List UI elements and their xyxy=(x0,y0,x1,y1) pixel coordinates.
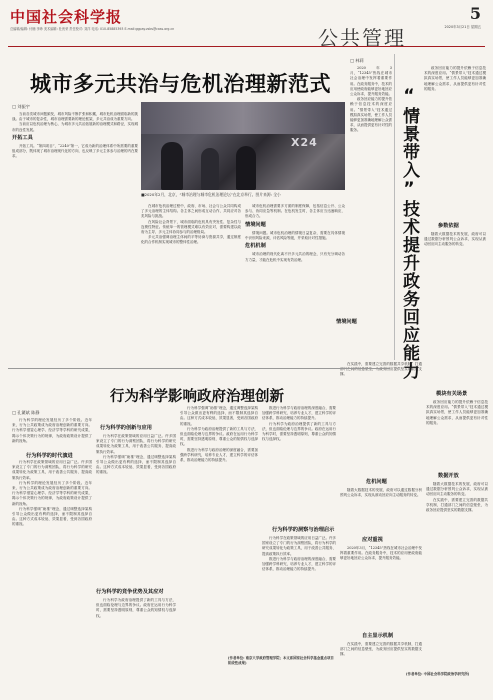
paragraph: 在风险社会背景下，城市面临的危机具有突发性、复杂性与连锁性特征。传统单一的管理模式难以有效应对，需要构建以政府为主导、多元主体协同参与的治理格局。 xyxy=(141,219,241,235)
paragraph: 当前各类城市问题频发，城市风险不断扩张和积累，城市危机治理面临新的挑战。由于城市的复杂性，城市治理需要新的理论框架，多元共治成为重要方向。 xyxy=(12,112,138,122)
article2-column-4a xyxy=(262,406,336,522)
paragraph: 政务回应能力的提升依赖于信息技术的深度应用。“情景带入”技术通过模拟真实场景，使工作人员能够更加准确地理解公众需求，从而提供更有针对性的服务。 xyxy=(426,400,488,425)
paragraph: 推进行为科学与政府治理的深度融合，需要加强跨学科研究，培养专业人才，建立科学的评估体系，推动治理能力的持续提升。 xyxy=(180,447,258,463)
article2-subhead-1: 行为科学的时代演进 xyxy=(26,453,73,459)
article2-headline: 行为科学影响政府治理创新 xyxy=(110,389,284,405)
paragraph: 随着大数据技术的发展，政府可以通过数据分析预判公众诉求，实现从被动回应向主动服务的转变。 xyxy=(426,482,488,497)
article2-byline: □ 孔繁斌 陈静 xyxy=(12,410,40,415)
publication-date: 2020年3月21日 星期五 xyxy=(444,25,481,29)
right-article-vertical-headline: “情景带入”技术提升政务回应能力 xyxy=(399,86,419,380)
paragraph: 行为科学的理论发展经历了多个阶段。近年来，行为公共政策成为政府治理创新的重要方向。行为科学借鉴心理学、经济学等学科的研究成果，揭示个体决策行为的规律，为政府政策设计提供了新的视角。 xyxy=(12,480,92,506)
photo-person xyxy=(236,146,256,190)
paragraph: 行为科学在政策领域的应用日益广泛。许多国家设立了专门的行为洞察团队，将行为科学的研究成果转化为政策工具，用于改善公共服务、提高政策执行效率。 xyxy=(12,460,92,480)
top-divider xyxy=(8,46,485,47)
right-subhead-5: 模块有关场景 xyxy=(436,391,468,397)
newspaper-name: 中国社会科学报 xyxy=(10,8,123,26)
right-lower-column-5 xyxy=(426,400,488,468)
paragraph: 情境问题。城市危机治理的情境日益复杂，需要在具体情境中识别风险来源，评估风险等级，并采取针对性措施。 xyxy=(245,230,345,241)
right-subhead-4: 应对重视 xyxy=(362,537,383,543)
article2-column-2a xyxy=(96,434,176,584)
paragraph: 随着大数据技术的发展，政府可以通过数据分析预判公众诉求，实现从被动回应向主动服务的转变。 xyxy=(340,488,422,498)
right-subhead-1: 参数依据 xyxy=(438,223,459,229)
photo-person xyxy=(201,148,219,190)
right-lower-column-2 xyxy=(340,488,422,534)
right-lower-column-1 xyxy=(340,362,422,472)
article2-subhead-3: 行为科学的洞察与治理启示 xyxy=(272,527,335,533)
paragraph: 2020年3月，“12345”热线在城市社会治理中发挥着重要作用。在政务服务中，技术的应用使政府能够更好地回应公众诉求，提升服务效能。 xyxy=(350,66,392,97)
paragraph: 政务回应能力的提升依赖于信息技术的深度应用。“情景带入”技术通过模拟真实场景，使工作人员能够更加准确地理解公众需求，从而提供更有针对性的服务。 xyxy=(424,66,486,91)
article2-column-3 xyxy=(180,406,258,692)
paragraph: 当前应以危机治理为核心，为城市多元共治拓展新的治理模式和路径，实现城市的良性发展。 xyxy=(12,122,138,132)
section-title: 公共管理 xyxy=(318,26,406,50)
article1-headline: 城市多元共治与危机治理新范式 xyxy=(30,72,331,96)
right-lower-column-4 xyxy=(340,642,422,692)
article2-author-note: (作者单位: 南京大学政府管理学院；本文系国家社会科学基金重点项目阶段性成果) xyxy=(228,656,334,665)
right-article-byline: □ 林莉 xyxy=(350,58,364,63)
article1-byline: □ 刘振宇 xyxy=(12,104,30,109)
article1-column-1 xyxy=(12,112,138,362)
middle-divider xyxy=(8,368,390,369)
article2-column-4b xyxy=(262,536,336,652)
paragraph: 城市治理的现代化离不开多元共治的理念，只有充分调动各方力量，才能在危机中实现有效治理。 xyxy=(245,252,345,262)
right-column-narrow xyxy=(350,66,392,356)
article1-column-2 xyxy=(141,204,241,362)
photo-person xyxy=(161,142,183,190)
column-divider xyxy=(394,54,395,360)
paragraph: 行为科学为政府治理提供了新的工具与方法，但也面临伦理与边界的争议。政府在运用行为科学时，需要坚持透明原则，尊重公众的知情权与选择权。 xyxy=(96,598,176,618)
article1-subhead-1: 开拓工具 xyxy=(12,134,33,141)
right-lower-column-3 xyxy=(340,546,422,630)
paragraph: 行为科学强调“助推”理念，通过调整选择架构引导公众做出更有利的选择，而不限制其选择自由。这种方式成本较低、效果显著，受到各国政府的重视。 xyxy=(96,454,176,475)
paragraph: 开拓工具。“第四项目”，“2240”第一，它成为新的治理体系中所需要的重要组成部分，既体现了城市治理现代化的方向，也反映了多元主体参与治理的内在要求。 xyxy=(12,144,138,159)
article1-subhead-3: 危机机制 xyxy=(245,243,266,250)
article2-column-2b xyxy=(96,598,176,692)
paragraph: 政务回应能力的提升依赖于信息技术的深度应用。“情景带入”技术通过模拟真实场景，使工作人员能够更加准确地理解公众需求，从而提供更有针对性的服务。 xyxy=(350,97,392,133)
photo-screen-sign: X24 xyxy=(291,136,318,149)
paragraph: 行为科学强调“助推”理念，通过调整选择架构引导公众做出更有利的选择，而不限制其选择自由。这种方式成本较低、效果显著，受到各国政府的重视。 xyxy=(180,406,258,426)
paragraph: 推进行为科学与政府治理的深度融合，需要加强跨学科研究，培养专业人才，建立科学的评估体系，推动治理能力的持续提升。 xyxy=(262,556,336,572)
article2-column-1a xyxy=(12,418,92,448)
paragraph: 在城市危机治理过程中，政府、市场、社会与公众共同构成了多元治理的主体结构。各主体之间形成互动合作，共同应对各类风险与挑战。 xyxy=(141,204,241,219)
article2-subhead-4: 行为科学的竞争优势及其应对 xyxy=(96,589,164,595)
paragraph: 城市危机治理需要多方面的制度保障，包括信息公开、公众参与、协同应急等机制。在危机发生时，各主体应当迅速响应，形成合力。 xyxy=(245,204,345,219)
editor-info: 总编辑/编辑: 付楠 李珍 美术编辑: 杜贵荣 责任校对: 刘洋 电话: 010-85885393 E-mail:ggpay.zsbs@cass.org.cn xyxy=(10,27,175,31)
paragraph: 行为科学强调“助推”理念，通过调整选择架构引导公众做出更有利的选择，而不限制其选择自由。这种方式成本较低、效果显著，受到各国政府的重视。 xyxy=(12,506,92,527)
article2-column-1b xyxy=(12,460,92,692)
paragraph: 在实践中，需要建立完善的数据共享机制，打通部门之间的信息壁垒，为政务回应提供坚实的数据支撑。 xyxy=(340,642,422,657)
paragraph: 行为科学的理论发展经历了多个阶段。近年来，行为公共政策成为政府治理创新的重要方向。行为科学借鉴心理学、经济学等学科的研究成果，揭示个体决策行为的规律，为政府政策设计提供了新的视角。 xyxy=(12,418,92,443)
right-lower-column-6 xyxy=(426,482,488,668)
photo-caption: ■2020年2月，北京，“城市治理与城市危机治理论坛”在北京举行。图片来源: 全小 xyxy=(141,192,281,197)
right-column-wide-2 xyxy=(424,232,486,352)
photo-backdrop xyxy=(141,102,345,134)
paragraph: 在实践中，需要建立完善的数据共享机制，打通部门之间的信息壁垒，为政务回应提供坚实的数据支撑。 xyxy=(340,362,422,377)
paragraph: 推进行为科学与政府治理的深度融合，需要加强跨学科研究，培养专业人才，建立科学的评估体系，推动治理能力的持续提升。 xyxy=(262,406,336,421)
article2-subhead-2: 行为科学的创新与应用 xyxy=(100,425,152,431)
paragraph: 2020年3月，“12345”热线在城市社会治理中发挥着重要作用。在政务服务中，技术的应用使政府能够更好地回应公众诉求，提升服务效能。 xyxy=(340,546,422,561)
article1-photo xyxy=(141,102,345,190)
paragraph: 多元共治强调治理主体间的平等协商与资源共享，通过制度化的合作机制实现城市的整体性治理。 xyxy=(141,235,241,245)
page-number: 5 xyxy=(469,4,481,23)
right-subhead-7: 自主显示机制 xyxy=(362,633,394,639)
right-subhead-3: 危机问题 xyxy=(366,479,387,485)
paragraph: 随着大数据技术的发展，政府可以通过数据分析预判公众诉求，实现从被动回应向主动服务的转变。 xyxy=(424,232,486,247)
paragraph: 行为科学在政策领域的应用日益广泛。许多国家设立了专门的行为洞察团队，将行为科学的研究成果转化为政策工具，用于改善公共服务、提高政策执行效率。 xyxy=(96,434,176,454)
paragraph: 行为科学为政府治理提供了新的工具与方法，但也面临伦理与边界的争议。政府在运用行为科学时，需要坚持透明原则，尊重公众的知情权与选择权。 xyxy=(262,421,336,442)
paragraph: 行为科学在政策领域的应用日益广泛。许多国家设立了专门的行为洞察团队，将行为科学的研究成果转化为政策工具，用于改善公共服务、提高政策执行效率。 xyxy=(262,536,336,556)
right-article-author-note: (作者单位: 中国社会科学院政治学研究所) xyxy=(406,672,470,676)
right-column-wide-1 xyxy=(424,66,486,216)
paragraph: 行为科学为政府治理提供了新的工具与方法，但也面临伦理与边界的争议。政府在运用行为科学时，需要坚持透明原则，尊重公众的知情权与选择权。 xyxy=(180,426,258,447)
article1-column-3 xyxy=(245,204,345,362)
right-subhead-6: 数据开放 xyxy=(438,473,459,479)
article1-subhead-2: 情境问题 xyxy=(245,221,266,228)
paragraph: 在实践中，需要建立完善的数据共享机制，打通部门之间的信息壁垒，为政务回应提供坚实的数据支撑。 xyxy=(426,497,488,513)
right-subhead-2: 情境问题 xyxy=(336,319,357,325)
